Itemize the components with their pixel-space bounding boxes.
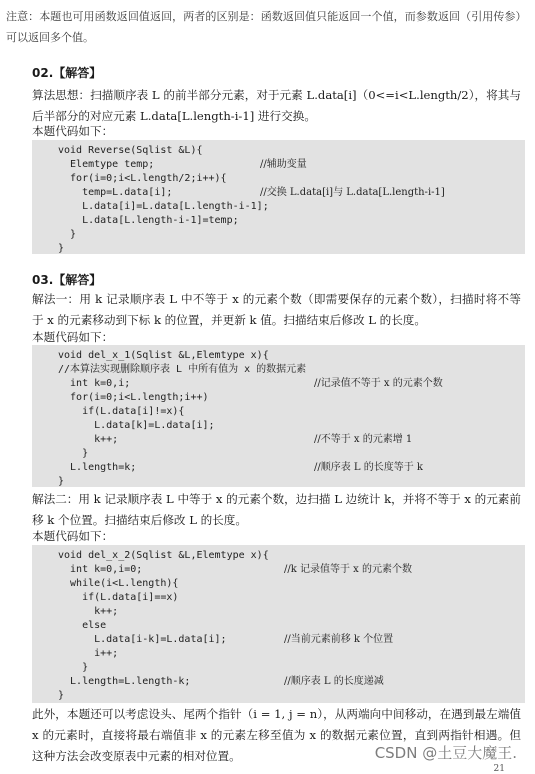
code-line: L.length=L.length-k; bbox=[58, 676, 191, 687]
code-comment: //顺序表 L 的长度等于 k bbox=[314, 462, 423, 473]
q03-heading: 03.【解答】 bbox=[32, 273, 102, 287]
q02-code-label: 本题代码如下： bbox=[32, 124, 114, 138]
q03-method2-text: 解法二：用 k 记录顺序表 L 中等于 x 的元素个数，边扫描 L 边统计 k，并将不等于 x 的元素前移 k 个位置。扫描结束后修改 L 的长度。 bbox=[32, 492, 521, 527]
code-line: } bbox=[58, 448, 89, 459]
code-line: while(i<L.length){ bbox=[58, 578, 179, 589]
code-line: void Reverse(Sqlist &L){ bbox=[58, 145, 203, 156]
code-comment: //k 记录值等于 x 的元素个数 bbox=[284, 564, 412, 575]
code-line: } bbox=[58, 476, 65, 487]
code-line: int k=0,i=0; bbox=[58, 564, 143, 575]
intro-note: 注意：本题也可用函数返回值返回，两者的区别是：函数返回值只能返回一个值，而参数返回（引用传参）可以返回多个值。 bbox=[6, 10, 521, 44]
code-line: } bbox=[58, 662, 89, 673]
code-line: L.data[k]=L.data[i]; bbox=[58, 420, 215, 431]
code-line: int k=0,i; bbox=[58, 378, 131, 389]
q03-method1-text: 解法一：用 k 记录顺序表 L 中不等于 x 的元素个数（即需要保存的元素个数），扫描时将不等于 x 的元素移动到下标 k 的位置，并更新 k 值。扫描结束后修改 L 的长度。 bbox=[32, 292, 521, 327]
code-line: } bbox=[58, 243, 65, 254]
code-comment: //记录值不等于 x 的元素个数 bbox=[314, 378, 443, 389]
code-comment: //交换 L.data[i]与 L.data[L.length-i-1] bbox=[260, 187, 445, 198]
code-line: } bbox=[58, 690, 65, 701]
code-line: Elemtype temp; bbox=[58, 159, 155, 170]
code-comment: //当前元素前移 k 个位置 bbox=[284, 634, 394, 645]
code-line: for(i=0;i<L.length/2;i++){ bbox=[58, 173, 227, 184]
code-comment: //顺序表 L 的长度递减 bbox=[284, 676, 384, 687]
q02-heading: 02.【解答】 bbox=[32, 66, 102, 80]
code-line: else bbox=[58, 620, 107, 631]
code-line: } bbox=[58, 229, 77, 240]
code-line: temp=L.data[i]; bbox=[58, 187, 173, 198]
code-comment: //辅助变量 bbox=[260, 159, 307, 170]
code-line: void del_x_1(Sqlist &L,Elemtype x){ bbox=[58, 350, 269, 361]
q02-idea: 算法思想：扫描顺序表 L 的前半部分元素，对于元素 L.data[i]（0<=i<L.length/2），将其与后半部分的对应元素 L.data[L.length-i-1] 进行交换。 bbox=[32, 88, 521, 123]
code-line: k++; bbox=[58, 434, 119, 445]
code-line: L.data[i]=L.data[L.length-i-1]; bbox=[58, 201, 269, 212]
code-line: i++; bbox=[58, 648, 119, 659]
csdn-watermark: CSDN @土豆大魔王. bbox=[374, 744, 517, 762]
q03-method2-code-label: 本题代码如下： bbox=[32, 529, 114, 543]
code-comment: //不等于 x 的元素增 1 bbox=[314, 434, 413, 445]
q03-method1-code-label: 本题代码如下： bbox=[32, 330, 114, 344]
q03-closing: 此外，本题还可以考虑设头、尾两个指针（i = 1, j = n），从两端向中间移动，在遇到最左端值 x 的元素时，直接将最右端值非 x 的元素左移至值为 x 的数据元素位置，直到两指针相遇。但这种方法会改变原表中元素的相对位置。 bbox=[32, 707, 521, 763]
code-line: void del_x_2(Sqlist &L,Elemtype x){ bbox=[58, 550, 269, 561]
code-line: L.length=k; bbox=[58, 462, 137, 473]
code-line: if(L.data[i]!=x){ bbox=[58, 406, 185, 417]
page-number: 21 bbox=[493, 764, 505, 774]
code-line: if(L.data[i]==x) bbox=[58, 592, 179, 603]
code-line: //本算法实现删除顺序表 L 中所有值为 x 的数据元素 bbox=[58, 364, 307, 375]
q03-method2-code-block bbox=[32, 545, 525, 703]
code-line: k++; bbox=[58, 606, 119, 617]
code-line: L.data[i-k]=L.data[i]; bbox=[58, 634, 227, 645]
q03-method1-code-block bbox=[32, 345, 525, 487]
code-line: for(i=0;i<L.length;i++) bbox=[58, 392, 209, 403]
q02-code-block bbox=[32, 140, 525, 254]
code-line: L.data[L.length-i-1]=temp; bbox=[58, 215, 239, 226]
